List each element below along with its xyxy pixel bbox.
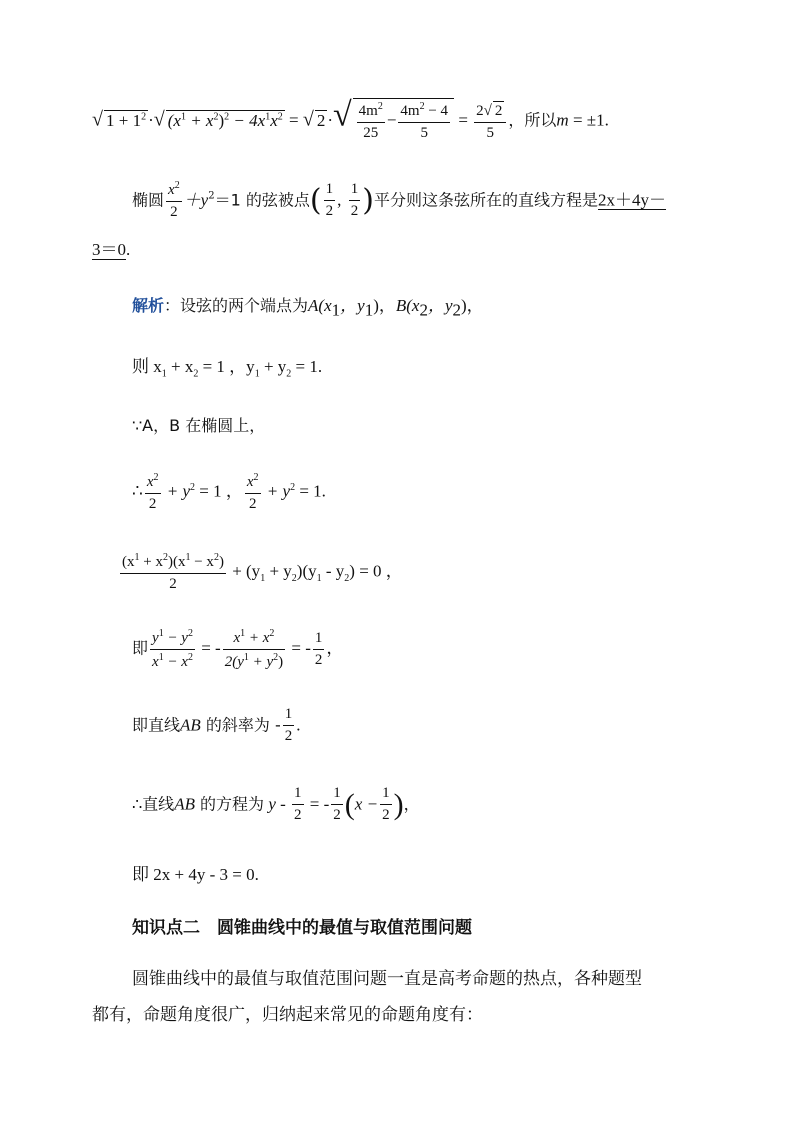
paragraph-line-2: 都有，命题角度很广，归纳起来常见的命题角度有： [92,1005,483,1025]
solution-line-equation: ∴直线AB 的方程为 y - $\frac{1}{2}$ = - $\frac{1}{2}$ (x − $\frac{1}{2}$ )， [132,785,420,824]
solution-line-ellipse-eqs: ∴ $\frac{x^2}{2}$ + $y^2 = 1$ ， $\frac{x^2}{2}$ + $y^2 = 1$. [132,472,326,513]
equation-line-1: √ $1 + 1^2$ ·√ $(x^1 + x^2)^2 - 4x^1x^2$ = √ 2 ·√ $\frac{4m^2}{25}$ − $\frac{4m^2 - 4}{5}$ = $\frac{2√ 2}{5}$ ，所以m = ±1. [92,96,609,142]
section-heading: 知识点二 圆锥曲线中的最值与取值范围问题 [132,918,472,938]
solution-line-sum: 则 $x_1 + x_2 = 1$ ，$y_1 + y_2 = 1$. [132,357,323,380]
paragraph-line-1: 圆锥曲线中的最值与取值范围问题一直是高考命题的热点，各种题型 [132,969,642,989]
solution-line-slope-fraction: 即 $\frac{y^1 - y^2}{x^1 - x^2}$ = - $\frac{x^1 + x^2}{2(y^1 + y^2)}$ = - $\frac{1}{2}$ ， [132,628,344,671]
solution-intro: 解析：设弦的两个端点为$A(x_1$，$y_1$)，$B(x_2$，$y_2$)， [132,296,484,320]
solution-label: 解析 [132,296,165,315]
answer: 2x＋4y－ [598,190,667,210]
solution-line-on-ellipse: ∵A，B 在椭圆上， [132,416,266,435]
solution-answer-line: 即 2x + 4y - 3 = 0. [132,865,259,884]
solution-line-difference: $\frac{(x^1 + x^2)(x^1 - x^2)}{2}$ + $(y_1 + y_2)(y_1 - y_2) = 0$ ， [122,552,403,593]
solution-line-slope: 即直线AB 的斜率为 - $\frac{1}{2}$ . [132,706,301,745]
problem-statement: 椭圆 $\frac{x^2}{2}$ $+y^2=1$ 的弦被点( $\frac{1}{2}$ , $\frac{1}{2}$ )平分则这条弦所在的直线方程是2x＋4y－ [132,180,667,221]
problem-statement-cont: 3＝0. [92,240,131,259]
